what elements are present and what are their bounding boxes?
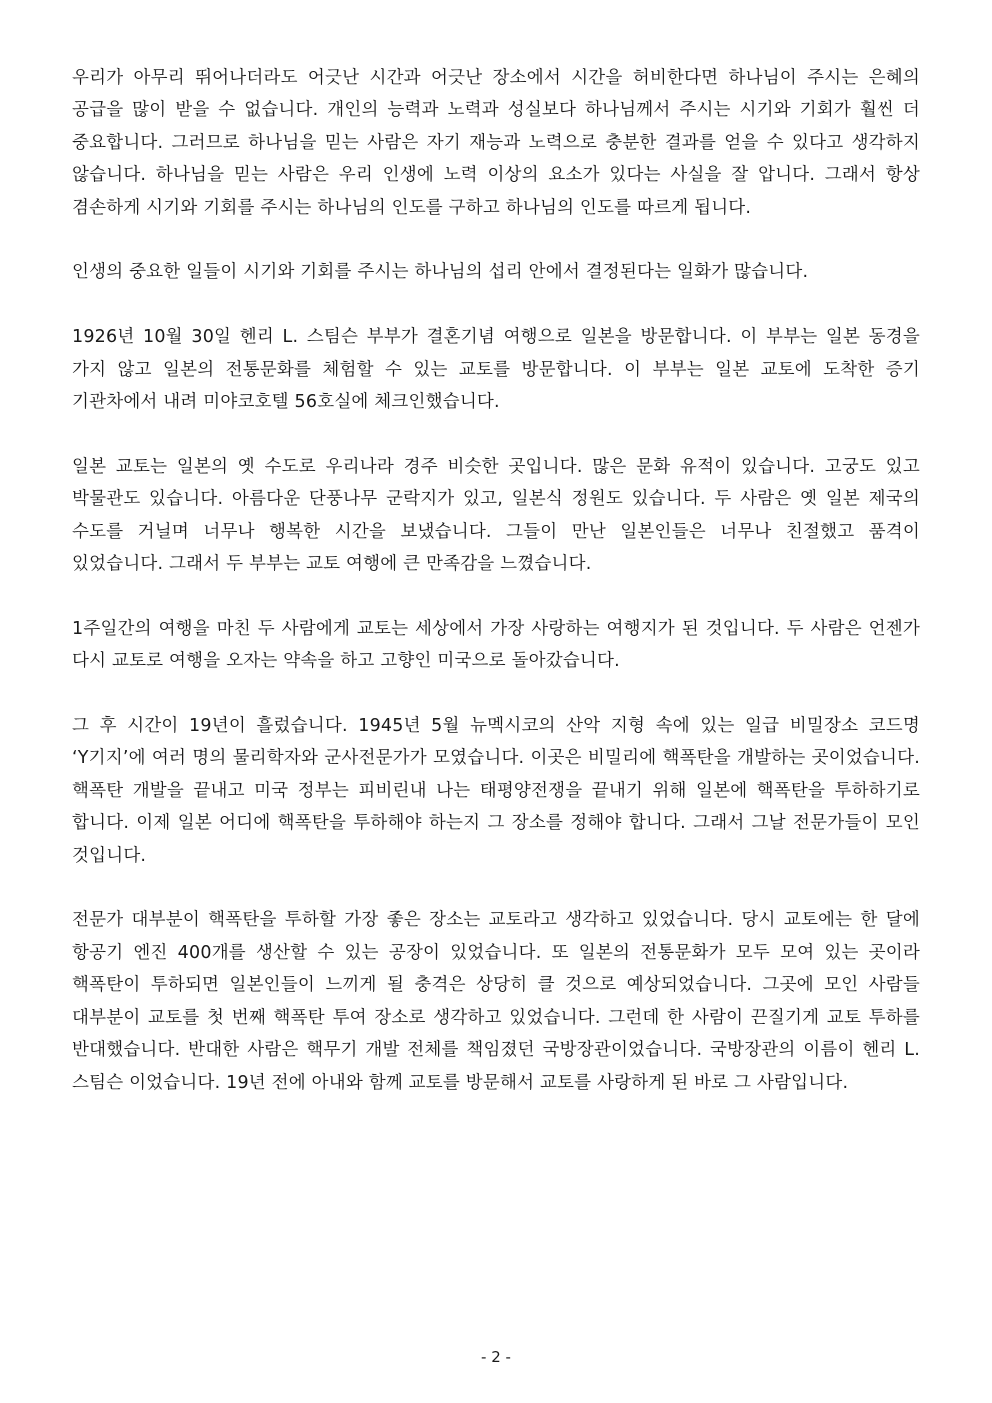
paragraph-7: 전문가 대부분이 핵폭탄을 투하할 가장 좋은 장소는 교토라고 생각하고 있었습니다. 당시 교토에는 한 달에 항공기 엔진 400개를 생산할 수 있는 공장이 있었습니다. 또 일본의 전통문화가 모두 모여 있는 곳이라 핵폭탄이 투하되면 일본인들이 느끼게 될 충격은 상당히 클 것으로 예상되었습니다. 그곳에 모인 사람들 대부분이 교토를 첫 번째 핵폭탄 투여 장소로 생각하고 있었습니다. 그런데 한 사람이 끈질기게 교토 투하를 반대했습니다. 반대한 사람은 핵무기 개발 전체를 책임졌던 국방장관이었습니다. 국방장관의 이름이 헨리 L. 스팀슨 이었습니다. 19년 전에 아내와 함께 교토를 방문해서 교토를 사랑하게 된 바로 그 사람입니다.	[72, 910, 920, 1093]
paragraph-3: 1926년 10월 30일 헨리 L. 스팀슨 부부가 결혼기념 여행으로 일본을 방문합니다. 이 부부는 일본 동경을 가지 않고 일본의 전통문화를 체험할 수 있는 교토를 방문합니다. 이 부부는 일본 교토에 도착한 증기 기관차에서 내려 미야코호텔 56호실에 체크인했습니다.	[72, 327, 920, 413]
paragraph-4: 일본 교토는 일본의 옛 수도로 우리나라 경주 비슷한 곳입니다. 많은 문화 유적이 있습니다. 고궁도 있고 박물관도 있습니다. 아름다운 단풍나무 군락지가 있고, 일본식 정원도 있습니다. 두 사람은 옛 일본 제국의 수도를 거닐며 너무나 행복한 시간을 보냈습니다. 그들이 만난 일본인들은 너무나 친절했고 품격이 있었습니다. 그래서 두 부부는 교토 여행에 큰 만족감을 느꼈습니다.	[72, 456, 920, 575]
document-body	[72, 62, 920, 1131]
paragraph-5: 1주일간의 여행을 마친 두 사람에게 교토는 세상에서 가장 사랑하는 여행지가 된 것입니다. 두 사람은 언젠가 다시 교토로 여행을 오자는 약속을 하고 고향인 미국으로 돌아갔습니다.	[72, 618, 920, 672]
page-number: - 2 -	[481, 1348, 511, 1366]
paragraph-6: 그 후 시간이 19년이 흘렀습니다. 1945년 5월 뉴멕시코의 산악 지형 속에 있는 일급 비밀장소 코드명 ‘Y기지’에 여러 명의 물리학자와 군사전문가가 모였습니다. 이곳은 비밀리에 핵폭탄을 개발하는 곳이었습니다. 핵폭탄 개발을 끝내고 미국 정부는 피비린내 나는 태평양전쟁을 끝내기 위해 일본에 핵폭탄을 투하하기로 합니다. 이제 일본 어디에 핵폭탄을 투하해야 하는지 그 장소를 정해야 합니다. 그래서 그날 전문가들이 모인 것입니다.	[72, 716, 920, 866]
paragraph-1: 우리가 아무리 뛰어나더라도 어긋난 시간과 어긋난 장소에서 시간을 허비한다면 하나님이 주시는 은혜의 공급을 많이 받을 수 없습니다. 개인의 능력과 노력과 성실보다 하나님께서 주시는 시기와 기회가 훨씬 더 중요합니다. 그러므로 하나님을 믿는 사람은 자기 재능과 노력으로 충분한 결과를 얻을 수 있다고 생각하지 않습니다. 하나님을 믿는 사람은 우리 인생에 노력 이상의 요소가 있다는 사실을 잘 압니다. 그래서 항상 겸손하게 시기와 기회를 주시는 하나님의 인도를 구하고 하나님의 인도를 따르게 됩니다.	[72, 68, 920, 218]
paragraph-2: 인생의 중요한 일들이 시기와 기회를 주시는 하나님의 섭리 안에서 결정된다는 일화가 많습니다.	[72, 262, 809, 283]
